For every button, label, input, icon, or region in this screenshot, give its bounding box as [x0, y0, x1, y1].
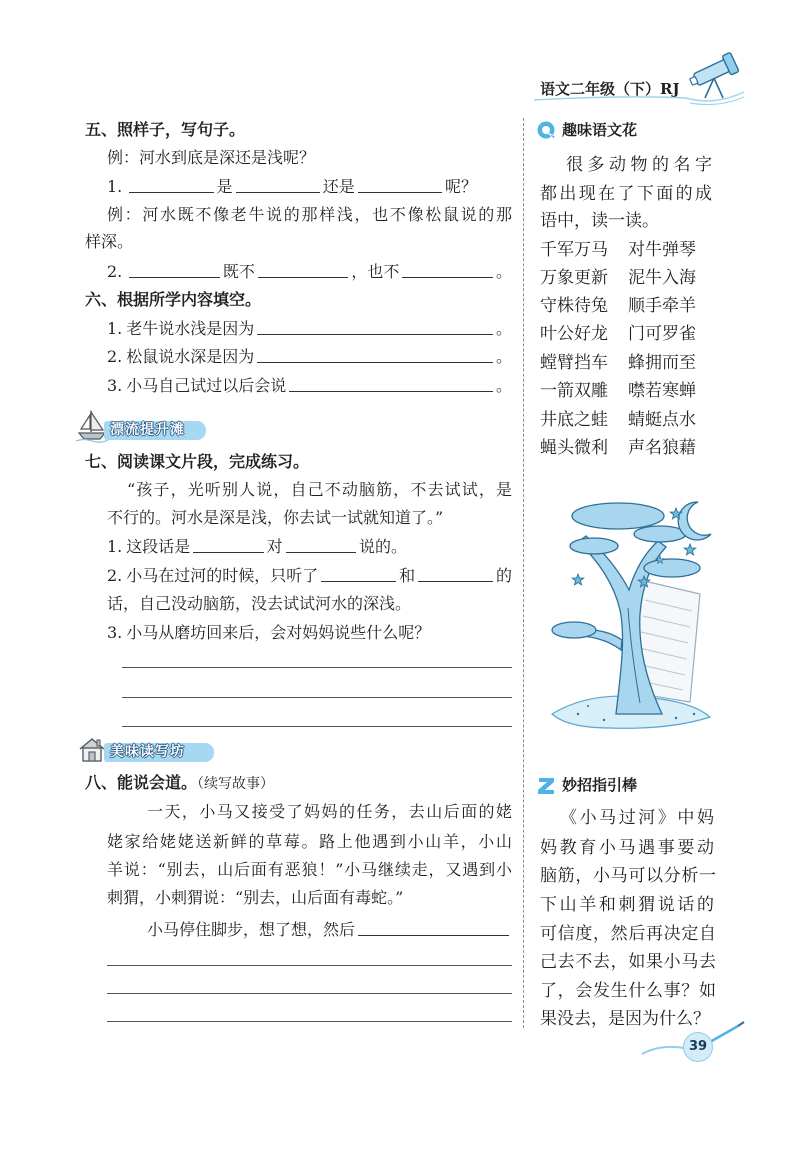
section7-item2-line2: 话，自己没动脑筋，没去试试河水的深浅。 [107, 594, 412, 613]
idiom: 对牛弹琴 [628, 240, 696, 260]
story-line: 姥家给姥姥送新鲜的草莓。路上他遇到小山羊，小山 [107, 832, 512, 851]
tip-line: 果没去，是因为什么？ [540, 1009, 710, 1029]
item-text: ，也不 [351, 262, 400, 281]
fun-intro-line: 很多动物的名字 [566, 155, 712, 175]
item-number: 2. [107, 347, 123, 366]
section8-title: 八、能说会道。 [85, 773, 198, 792]
story-line: 刺猬，小刺猬说：“别去，山后面有毒蛇。” [107, 888, 404, 907]
section6-item3 [107, 376, 512, 396]
idiom: 蜂拥而至 [628, 353, 696, 373]
fill-blank [358, 178, 442, 193]
idiom: 蜻蜓点水 [628, 410, 696, 430]
answer-line [122, 697, 512, 698]
fill-blank [257, 348, 493, 363]
fill-blank [289, 377, 493, 392]
story-line: 羊说：“别去，山后面有恶狼！”小马继续走，又遇到小 [107, 860, 512, 879]
section5-example2-line1: 例：河水既不像老牛说的那样浅，也不像松鼠说的那 [107, 205, 512, 224]
fill-blank [193, 538, 263, 553]
item-number: 3. [107, 623, 123, 642]
item-number: 1. [107, 537, 123, 556]
item-number: 3. [107, 376, 123, 395]
answer-line [107, 993, 512, 994]
tip-line: 己去不去，如果小马去 [540, 952, 716, 972]
idiom: 井底之蛙 [540, 410, 608, 430]
item-text: 松鼠说水深是因为 [126, 347, 255, 366]
idiom: 螳臂挡车 [540, 353, 608, 373]
item-text: 是 [216, 177, 233, 196]
section7-heading: 七、阅读课文片段，完成练习。 [85, 452, 310, 471]
fill-blank [258, 263, 349, 278]
fill-blank [358, 921, 509, 936]
banner-reading-writing: 美味读写坊 [104, 743, 214, 762]
tip-line: 脑筋，小马可以分析一 [540, 866, 716, 886]
section7-quote-line2: 不行的。河水是深是浅，你去试一试就知道了。” [107, 508, 444, 527]
section6-item2 [107, 347, 512, 367]
item-text: 这段话是 [126, 537, 191, 556]
fill-blank [257, 320, 493, 335]
section7-item1 [107, 537, 407, 557]
moon-icon [678, 502, 711, 540]
answer-line [122, 667, 512, 668]
section7-item2 [107, 566, 512, 586]
section5-item1 [107, 177, 477, 197]
story-line: 一天，小马又接受了妈妈的任务，去山后面的姥 [147, 802, 512, 821]
house-icon [78, 736, 106, 764]
answer-line [122, 726, 512, 727]
section5-example1: 例：河水到底是深还是浅呢？ [107, 148, 316, 167]
star-icon [572, 574, 583, 585]
item-text: 小马从磨坊回来后，会对妈妈说些什么呢？ [126, 623, 431, 642]
section7-quote-line1: “孩子，光听别人说，自己不动脑筋，不去试试，是 [127, 480, 512, 499]
item-text: 对 [266, 537, 283, 556]
item-text: 小马在过河的时候，只听了 [126, 566, 319, 585]
section7-item3 [107, 623, 430, 643]
idiom: 声名狼藉 [628, 438, 696, 458]
tip-line: 可信度，然后再决定自 [540, 924, 716, 944]
section6-heading: 六、根据所学内容填空。 [85, 290, 262, 309]
idiom: 叶公好龙 [540, 324, 608, 344]
idiom: 一箭双雕 [540, 381, 608, 401]
fill-blank [402, 263, 493, 278]
item-end: 的 [495, 566, 512, 585]
section5-item2 [107, 262, 512, 282]
story-prompt [147, 920, 512, 940]
idiom: 守株待兔 [540, 296, 608, 316]
fill-blank [129, 178, 213, 193]
item-text: 还是 [322, 177, 355, 196]
answer-line [107, 1021, 512, 1022]
page-number: 39 [683, 1032, 713, 1062]
item-end: 。 [495, 347, 512, 366]
section5-example2-line2: 样深。 [85, 232, 134, 251]
idiom: 噤若寒蝉 [628, 381, 696, 401]
fun-intro-line: 都出现在了下面的成 [540, 184, 712, 204]
item-end: 。 [495, 319, 512, 338]
story-prompt-text: 小马停住脚步，想了想，然后 [147, 920, 356, 939]
tip-title: 妙招指引棒 [562, 776, 638, 794]
item-text: 小马自己试过以后会说 [126, 376, 287, 395]
page-header-title: 语文二年级（下）RJ [540, 80, 680, 98]
fill-blank [129, 263, 220, 278]
tip-line: 了，会发生什么事？如 [540, 981, 716, 1001]
item-text: 老牛说水浅是因为 [126, 319, 255, 338]
idiom: 蝇头微利 [540, 438, 608, 458]
answer-line [107, 965, 512, 966]
tip-line: 下山羊和刺猬说话的 [540, 895, 714, 915]
section6-item1 [107, 319, 512, 339]
item-end: 说的。 [358, 537, 407, 556]
item-number: 1. [107, 319, 123, 338]
item-text: 。 [495, 262, 512, 281]
fun-chinese-title: 趣味语文花 [562, 121, 638, 139]
tree-moon-stars-illustration [548, 488, 714, 733]
idiom: 千军万马 [540, 240, 608, 260]
tip-line: 妈教育小马遇事要动 [540, 838, 714, 858]
item-number: 2. [107, 566, 123, 585]
idiom: 顺手牵羊 [628, 296, 696, 316]
section8-note: （续写故事） [197, 776, 275, 792]
fun-intro-line: 语中，读一读。 [540, 211, 659, 231]
item-number: 2. [107, 262, 123, 281]
z-badge-icon [537, 776, 556, 795]
tip-line: 《小马过河》中妈 [560, 808, 714, 828]
item-end: 。 [495, 376, 512, 395]
fill-blank [321, 567, 396, 582]
idiom: 泥牛入海 [628, 268, 696, 288]
fill-blank [236, 178, 320, 193]
section8-heading [85, 773, 274, 794]
star-icon [684, 544, 695, 555]
item-text: 呢？ [445, 177, 478, 196]
section5-heading: 五、照样子，写句子。 [85, 120, 246, 139]
fill-blank [286, 538, 356, 553]
banner-practice: 漂流提升滩 [104, 421, 206, 440]
idiom: 门可罗雀 [628, 324, 696, 344]
telescope-icon [684, 48, 746, 104]
item-text: 既不 [222, 262, 255, 281]
column-divider [523, 118, 524, 1028]
fill-blank [418, 567, 493, 582]
idiom: 万象更新 [540, 268, 608, 288]
q-badge-icon [537, 121, 556, 140]
item-number: 1. [107, 177, 123, 196]
item-text: 和 [399, 566, 416, 585]
